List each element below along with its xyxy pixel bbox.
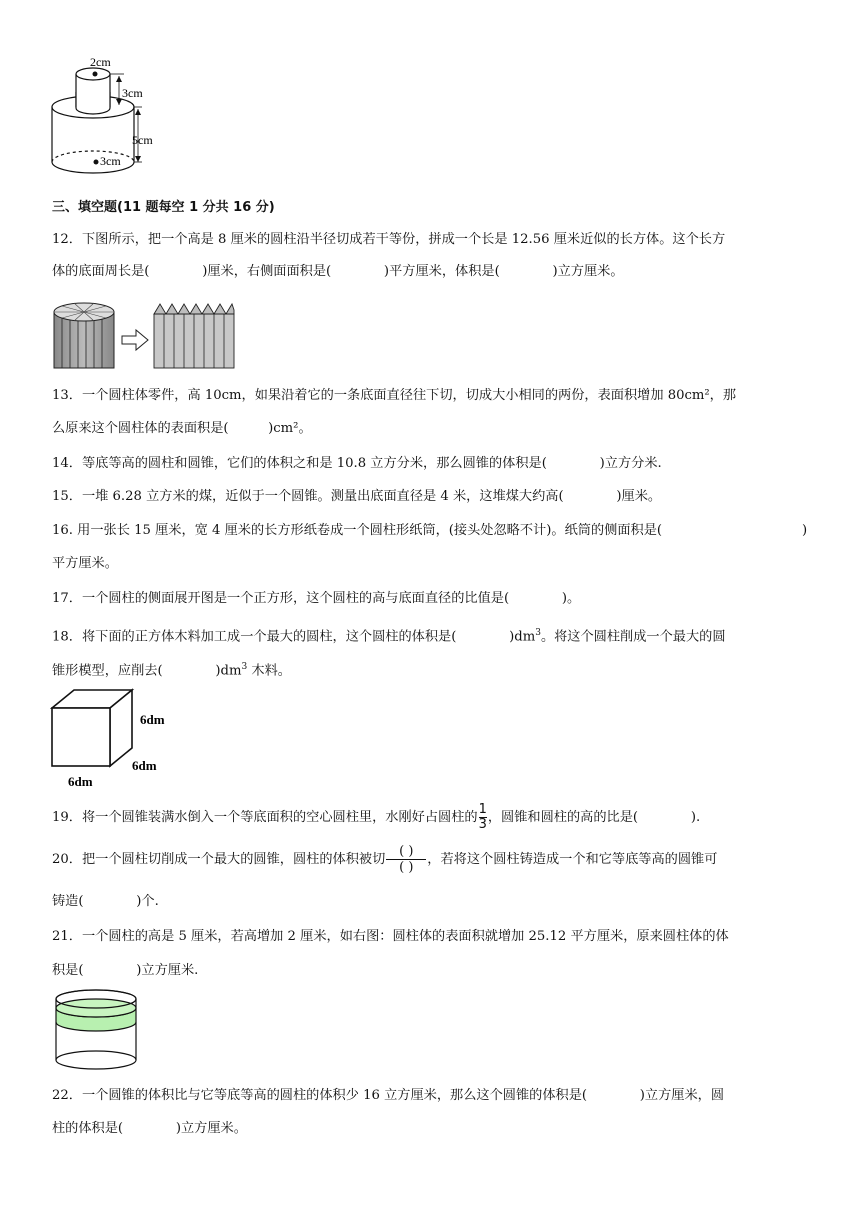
q15-line: 15．一堆 6.28 立方米的煤，近似于一个圆锥。测量出底面直径是 4 米，这堆煤大约高( )厘米。	[52, 489, 662, 504]
fig11-top-label: 2cm	[90, 55, 111, 69]
q18-line2	[52, 658, 291, 680]
q16-line2: 平方厘米。	[52, 556, 118, 571]
fig18-bottom-label: 6dm	[68, 774, 93, 789]
q17-line: 17．一个圆柱的侧面展开图是一个正方形，这个圆柱的高与底面直径的比值是( )。	[52, 591, 581, 606]
q14-line: 14．等底等高的圆柱和圆锥，它们的体积之和是 10.8 立方分米，那么圆锥的体积是( )立方分米.	[52, 456, 662, 471]
cylinder-to-cuboid-figure	[52, 298, 242, 372]
q22-line2: 柱的体积是( )立方厘米。	[52, 1121, 247, 1136]
q18-line1	[52, 624, 726, 646]
q20-frac-den: ( )	[386, 859, 426, 875]
q18-sup2: 3	[241, 662, 248, 672]
q13-line2: 么原来这个圆柱体的表面积是( )cm²。	[52, 421, 312, 436]
q20-fraction	[386, 844, 426, 875]
q19-text-b: ，圆锥和圆柱的高的比是( ).	[487, 810, 701, 825]
q19-frac-den: 3	[478, 817, 487, 832]
q12-line1: 12．下图所示，把一个高是 8 厘米的圆柱沿半径切成若干等份，拼成一个长是 12.56 厘米近似的长方体。这个长方	[52, 232, 726, 247]
q22-line1: 22．一个圆锥的体积比与它等底等高的圆柱的体积少 16 立方厘米，那么这个圆锥的体积是( )立方厘米，圆	[52, 1088, 725, 1103]
cylinder-green-band-figure	[52, 988, 142, 1072]
q13-line1: 13．一个圆柱体零件，高 10cm，如果沿着它的一条底面直径往下切，切成大小相同的两份，表面积增加 80cm²，那	[52, 388, 737, 403]
q16-line1-close: )	[802, 523, 808, 538]
fig11-right-label: 5cm	[132, 133, 153, 147]
q12-line2: 体的底面周长是( )厘米，右侧面面积是( )平方厘米，体积是( )立方厘米。	[52, 264, 624, 279]
q20-line1	[52, 843, 717, 877]
cube-figure	[50, 686, 180, 790]
q21-line1: 21．一个圆柱的高是 5 厘米，若高增加 2 厘米，如右图：圆柱体的表面积就增加 25.12 平方厘米，原来圆柱体的体	[52, 929, 729, 944]
q20-frac-num: ( )	[399, 844, 414, 859]
q18-line1-b: 。将这个圆柱削成一个最大的圆	[540, 629, 726, 645]
q19-fraction	[479, 803, 487, 832]
q18-line1-a: 18．将下面的正方体木料加工成一个最大的圆柱，这个圆柱的体积是( )dm	[52, 629, 536, 645]
fig11-mid-label: 3cm	[122, 86, 143, 100]
q16-line1: 16. 用一张长 15 厘米，宽 4 厘米的长方形纸卷成一个圆柱形纸筒，(接头处忽略不计)。纸筒的侧面积是(	[52, 523, 663, 538]
q20-line2: 铸造( )个.	[52, 894, 159, 909]
q19-text-a: 19．将一个圆锥装满水倒入一个等底面积的空心圆柱里，水刚好占圆柱的	[52, 810, 478, 825]
q20-text-b: ，若将这个圆柱铸造成一个和它等底等高的圆锥可	[427, 852, 718, 867]
q18-sup1: 3	[535, 628, 541, 638]
stacked-cylinders-figure	[44, 52, 174, 178]
section-heading: 三、填空题(11 题每空 1 分共 16 分)	[52, 200, 275, 215]
fig18-right-label: 6dm	[140, 712, 165, 727]
fig11-bottom-label: 3cm	[100, 154, 121, 168]
q20-text-a: 20．把一个圆柱切削成一个最大的圆锥，圆柱的体积被切	[52, 852, 386, 867]
q19-frac-num: 1	[478, 802, 487, 817]
q18-line2-b: 木料。	[247, 663, 291, 679]
q19-line	[52, 803, 700, 833]
q18-line2-a: 锥形模型，应削去( )dm	[52, 663, 242, 679]
fig18-depth-label: 6dm	[132, 758, 157, 773]
q21-line2: 积是( )立方厘米.	[52, 963, 199, 978]
